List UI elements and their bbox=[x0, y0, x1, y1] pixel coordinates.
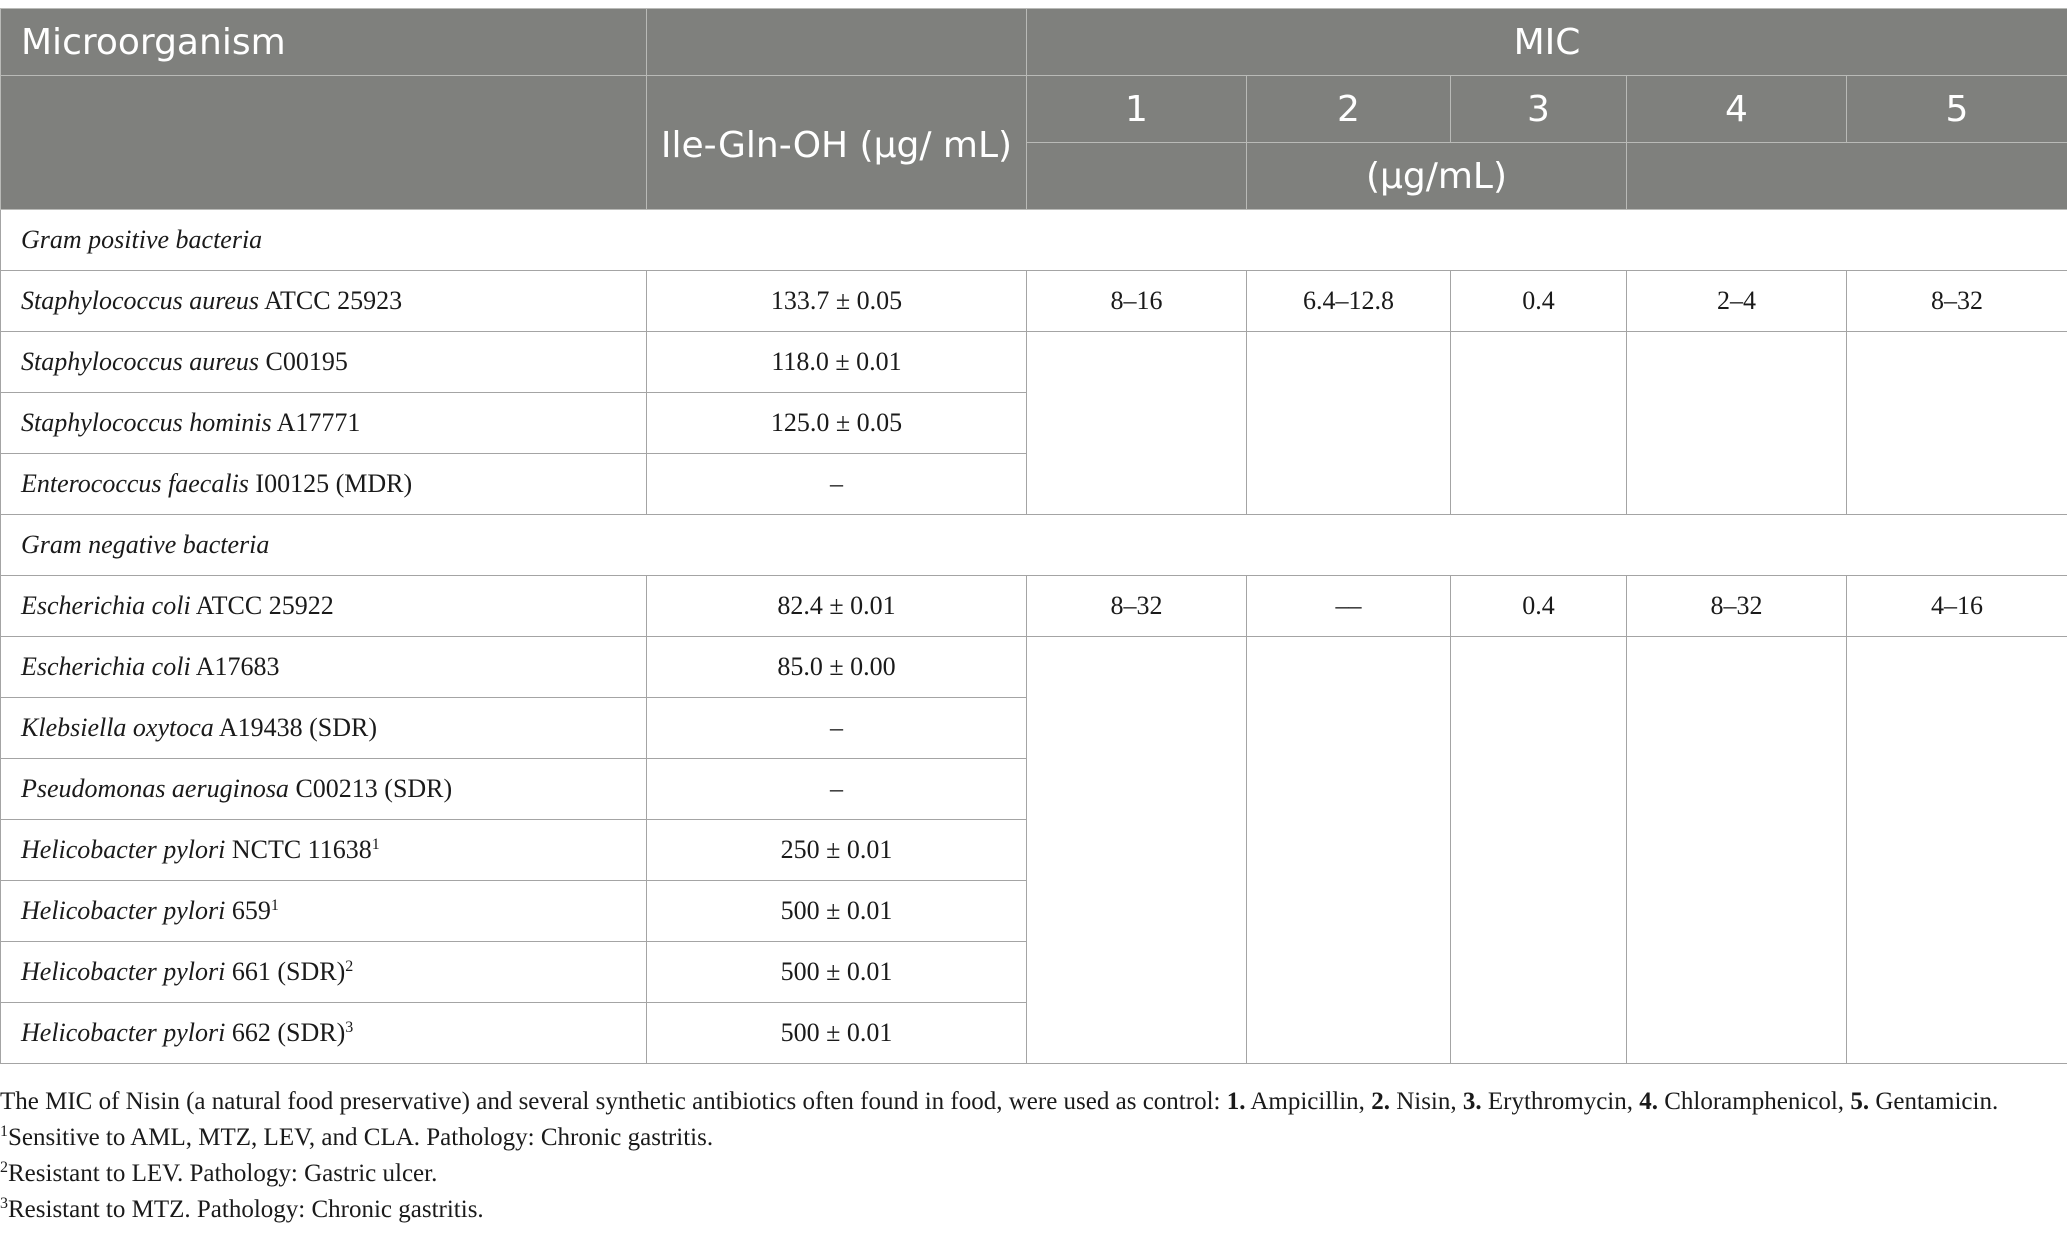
header-col-2: 2 bbox=[1247, 76, 1451, 143]
header-unit: (μg/mL) bbox=[1247, 143, 1627, 210]
header-col-1: 1 bbox=[1027, 76, 1247, 143]
ile-value: 250 ± 0.01 bbox=[647, 820, 1027, 881]
organism-name: Helicobacter pylori 662 (SDR)$^3$ bbox=[1, 1003, 647, 1064]
group-gram-negative: Gram negative bacteria bbox=[1, 515, 2067, 576]
ile-value: 500 ± 0.01 bbox=[647, 881, 1027, 942]
organism-name: Escherichia coli ATCC 25922 bbox=[1, 576, 647, 637]
group-gram-positive: Gram positive bacteria bbox=[1, 210, 2067, 271]
ile-value: – bbox=[647, 698, 1027, 759]
organism-name: Helicobacter pylori 661 (SDR)$^2$ bbox=[1, 942, 647, 1003]
mic-empty-4 bbox=[1627, 332, 1847, 515]
organism-name: Staphylococcus aureus ATCC 25923 bbox=[1, 271, 647, 332]
mic-col-4: 2–4 bbox=[1627, 271, 1847, 332]
table-row bbox=[1, 332, 2067, 393]
table-row bbox=[1, 271, 2067, 332]
ile-value: 500 ± 0.01 bbox=[647, 942, 1027, 1003]
mic-empty-5 bbox=[1847, 637, 2067, 1064]
ile-value: 82.4 ± 0.01 bbox=[647, 576, 1027, 637]
mic-col-2: 6.4–12.8 bbox=[1247, 271, 1451, 332]
header-ile-gln-oh: Ile-Gln-OH (μg/ mL) bbox=[647, 76, 1027, 210]
mic-col-2: –– bbox=[1247, 576, 1451, 637]
table-header bbox=[1, 9, 2067, 210]
mic-empty-5 bbox=[1847, 332, 2067, 515]
mic-table-container bbox=[0, 8, 2067, 1064]
footnote-intro: The MIC of Nisin (a natural food preservative) and several synthetic antibiotics often found in food, were used as control: 1. Ampicillin, 2. Nisin, 3. Erythromycin, 4. Chloramphenicol, 5. Gentamicin. $^1$Sensitive to AML, MTZ, LEV, and CLA. Pathology: Chronic gastritis. bbox=[0, 1088, 1999, 1151]
mic-empty-1 bbox=[1027, 332, 1247, 515]
organism-name: Escherichia coli A17683 bbox=[1, 637, 647, 698]
mic-col-4: 8–32 bbox=[1627, 576, 1847, 637]
mic-col-1: 8–16 bbox=[1027, 271, 1247, 332]
table-row bbox=[1, 576, 2067, 637]
mic-empty-3 bbox=[1451, 332, 1627, 515]
table-row bbox=[1, 637, 2067, 698]
ile-value: – bbox=[647, 759, 1027, 820]
mic-empty-1 bbox=[1027, 637, 1247, 1064]
header-blank-left bbox=[1, 76, 647, 210]
header-col-4: 4 bbox=[1627, 76, 1847, 143]
mic-col-5: 4–16 bbox=[1847, 576, 2067, 637]
header-unit-blank-2 bbox=[1627, 143, 2067, 210]
mic-col-5: 8–32 bbox=[1847, 271, 2067, 332]
ile-value: 85.0 ± 0.00 bbox=[647, 637, 1027, 698]
ile-value: 118.0 ± 0.01 bbox=[647, 332, 1027, 393]
organism-name: Klebsiella oxytoca A19438 (SDR) bbox=[1, 698, 647, 759]
mic-empty-4 bbox=[1627, 637, 1847, 1064]
organism-name: Staphylococcus hominis A17771 bbox=[1, 393, 647, 454]
mic-empty-2 bbox=[1247, 637, 1451, 1064]
organism-name: Helicobacter pylori NCTC 11638$^1$ bbox=[1, 820, 647, 881]
mic-empty-3 bbox=[1451, 637, 1627, 1064]
footnote-2: $^2$Resistant to LEV. Pathology: Gastric ulcer. bbox=[0, 1159, 438, 1187]
header-unit-blank-1 bbox=[1027, 143, 1247, 210]
header-col-3: 3 bbox=[1451, 76, 1627, 143]
table-footnote bbox=[0, 1084, 2060, 1228]
header-blank bbox=[647, 9, 1027, 76]
table-body bbox=[1, 210, 2067, 1064]
organism-name: Enterococcus faecalis I00125 (MDR) bbox=[1, 454, 647, 515]
ile-value: 500 ± 0.01 bbox=[647, 1003, 1027, 1064]
mic-col-3: 0.4 bbox=[1451, 271, 1627, 332]
mic-table bbox=[0, 8, 2067, 1064]
mic-col-1: 8–32 bbox=[1027, 576, 1247, 637]
header-mic: MIC bbox=[1027, 9, 2067, 76]
organism-name: Staphylococcus aureus C00195 bbox=[1, 332, 647, 393]
header-microorganism: Microorganism bbox=[1, 9, 647, 76]
organism-name: Pseudomonas aeruginosa C00213 (SDR) bbox=[1, 759, 647, 820]
ile-value: – bbox=[647, 454, 1027, 515]
mic-col-3: 0.4 bbox=[1451, 576, 1627, 637]
ile-value: 133.7 ± 0.05 bbox=[647, 271, 1027, 332]
mic-empty-2 bbox=[1247, 332, 1451, 515]
ile-value: 125.0 ± 0.05 bbox=[647, 393, 1027, 454]
header-col-5: 5 bbox=[1847, 76, 2067, 143]
organism-name: Helicobacter pylori $659^1$ bbox=[1, 881, 647, 942]
footnote-3: $^3$Resistant to MTZ. Pathology: Chronic gastritis. bbox=[0, 1195, 484, 1223]
